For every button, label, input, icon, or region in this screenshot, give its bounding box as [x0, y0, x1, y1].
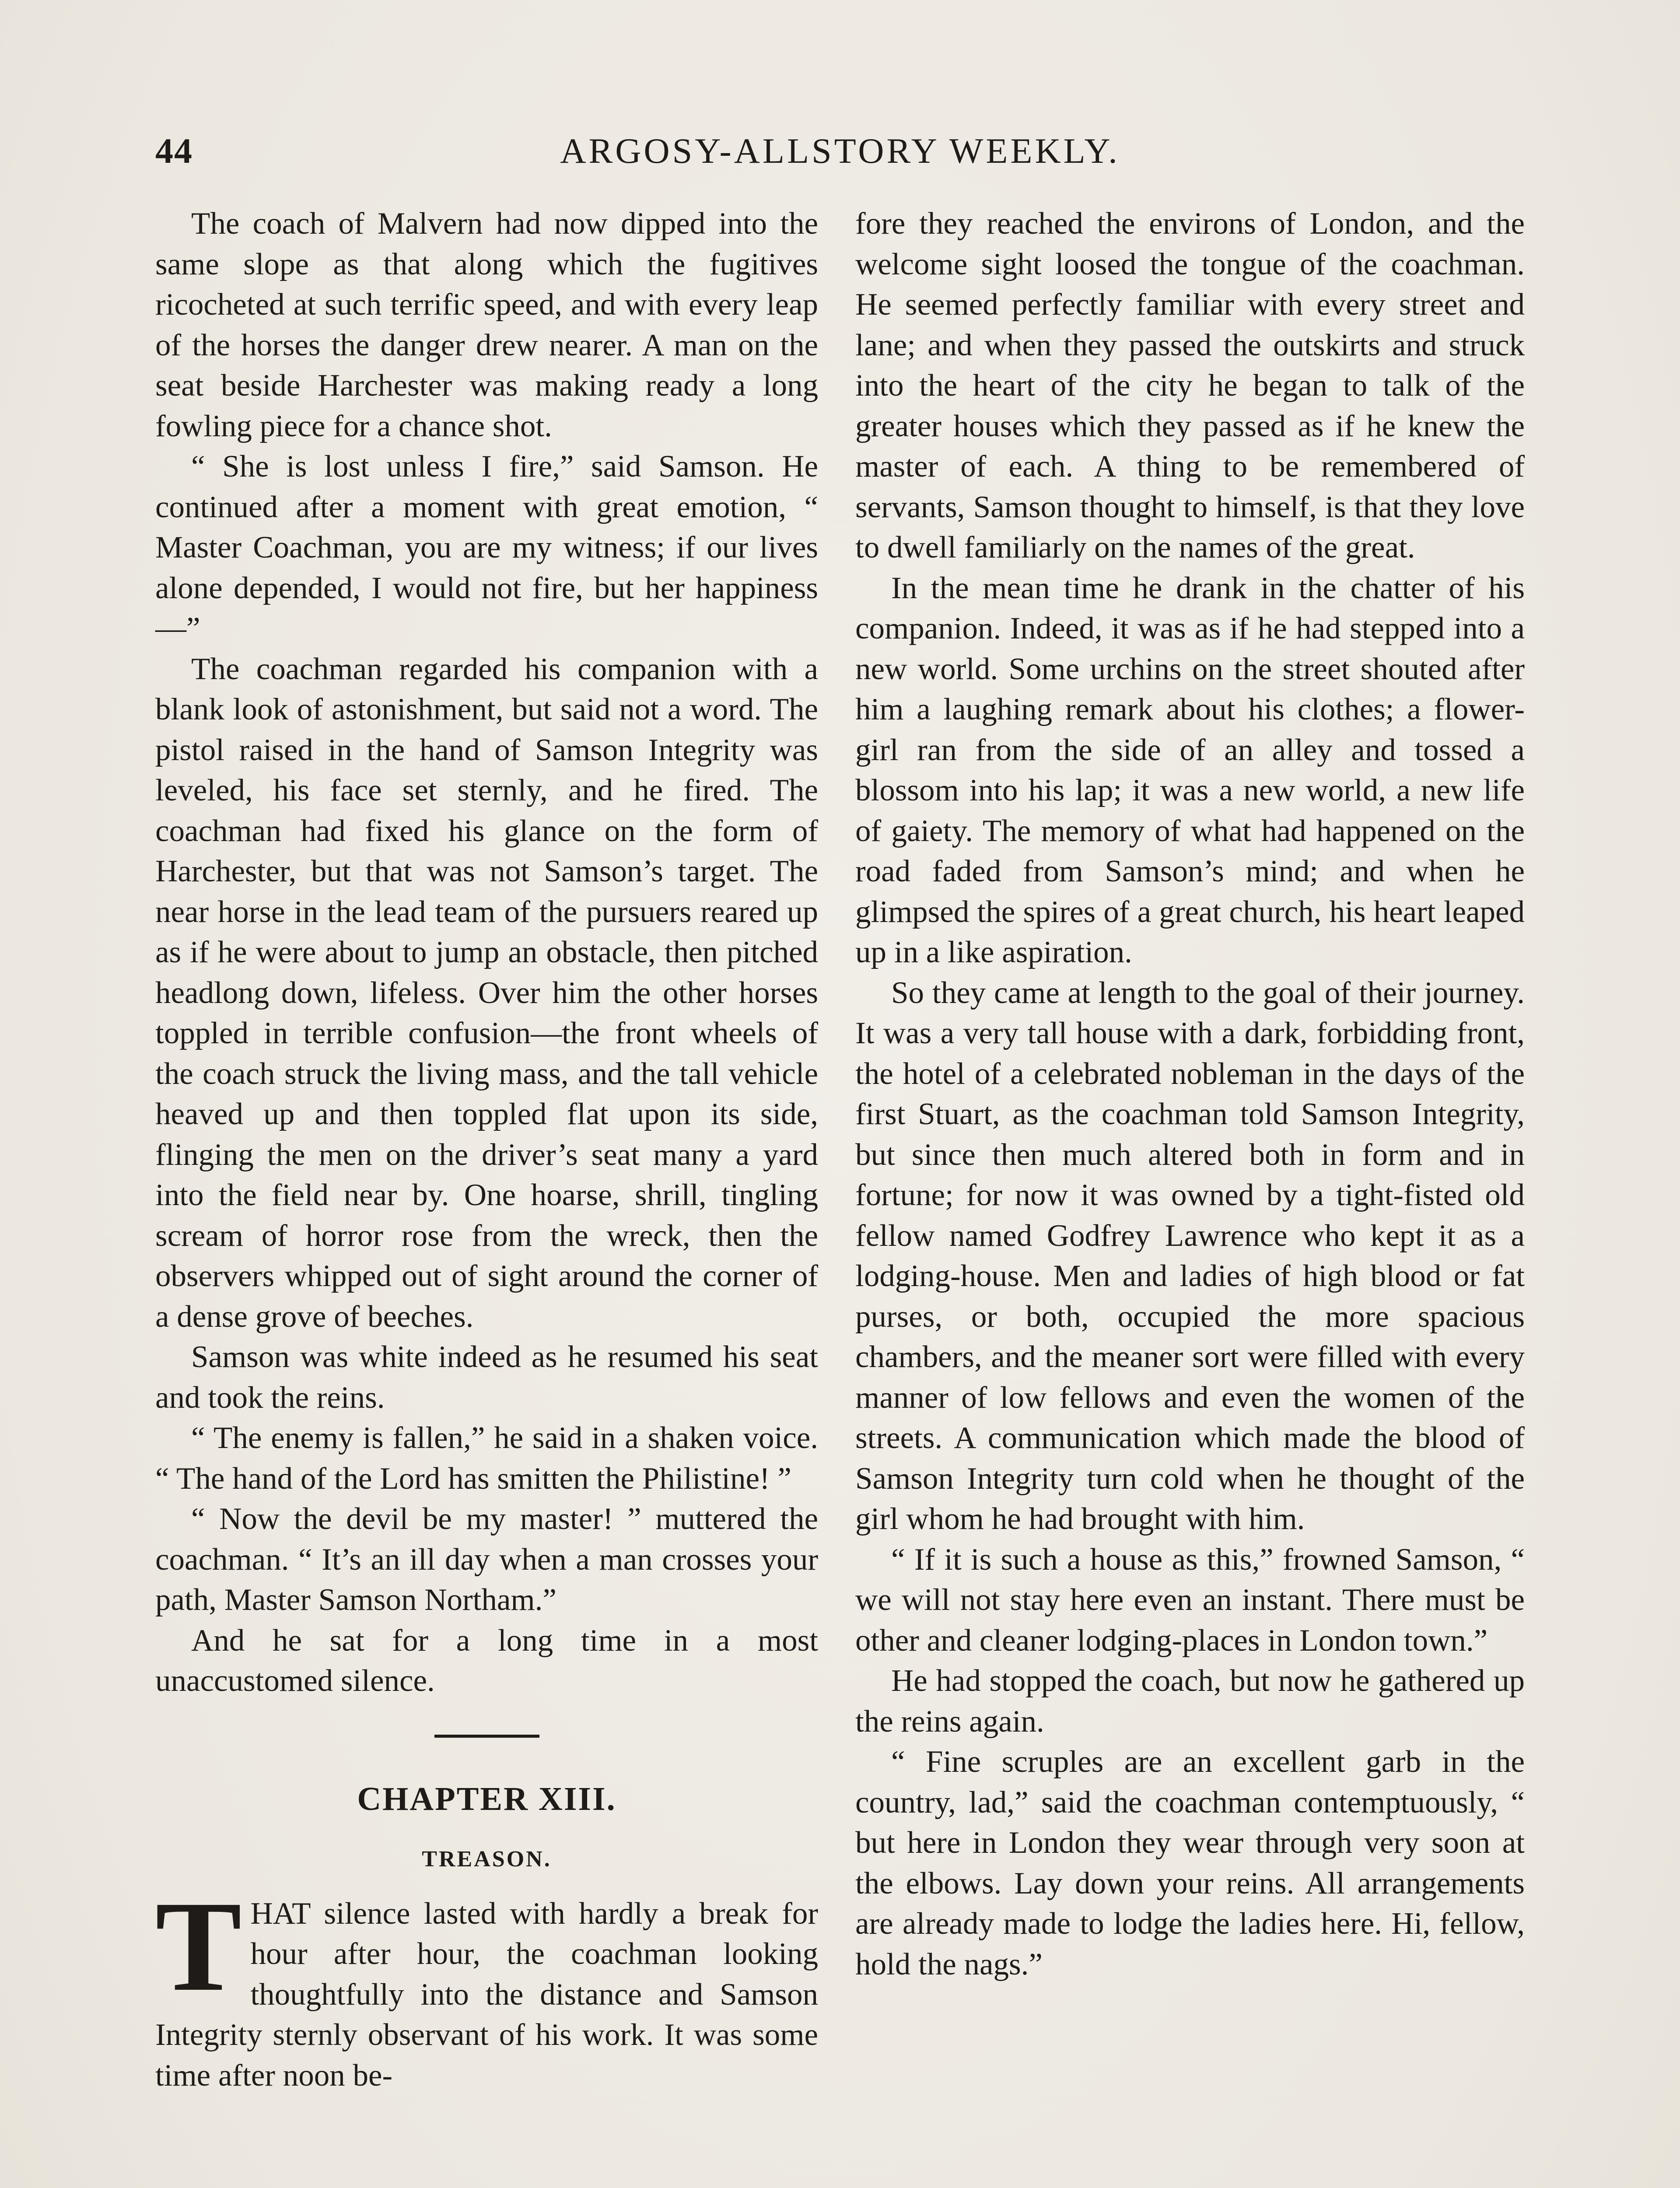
paragraph: The coachman regarded his companion with a blank look of astonishment, but said not a word. The pistol raised in the hand of Samson Integrity was leveled, his face set sternly, and he fired. The coachman had fixed his glance on the form of Harchester, but that was not Samson’s target. The near horse in the lead team of the pursuers reared up as if he were about to jump an obstacle, then pitched headlong down, lifeless. Over him the other horses toppled in terrible confusion—the front wheels of the coach struck the living mass, and the tall vehicle heaved up and then toppled flat upon its side, flinging the men on the driver’s seat many a yard into the field near by. One hoarse, shrill, tingling scream of horror rose from the wreck, then the observers whipped out of sight around the corner of a dense grove of beeches. [155, 652, 818, 1334]
right-column [855, 203, 1525, 1985]
drop-cap: T [155, 1874, 242, 2018]
paragraph: In the mean time he drank in the chatter of his companion. Indeed, it was as if he had stepped into a new world. Some urchins on the street shouted after him a laughing remark about his clothes; a flower-girl ran from the side of an alley and tossed a blossom into his lap; it was a new world, a new life of gaiety. The memory of what had happened on the road faded from Samson’s mind; and when he glimpsed the spires of a great church, his heart leaped up in a like aspiration. [855, 571, 1525, 969]
paragraph: The coach of Malvern had now dipped into the same slope as that along which the fugitives ricocheted at such terrific speed, and with every leap of the horses the danger drew nearer. A man on the seat beside Harchester was making ready a long fowling piece for a chance shot. [155, 207, 818, 443]
page-number: 44 [155, 131, 193, 171]
magazine-title: ARGOSY-ALLSTORY WEEKLY. [560, 131, 1120, 171]
chapter-heading: CHAPTER XIII. [357, 1780, 616, 1817]
paragraph-continuation: fore they reached the environs of London, and the welcome sight loosed the tongue of the coachman. He seemed perfectly familiar with every street and lane; and when they passed the outskirts and struck into the heart of the city he began to talk of the greater houses which they passed as if he knew the master of each. A thing to be remembered of servants, Samson thought to himself, is that they love to dwell familiarly on the names of the great. [855, 207, 1525, 565]
paragraph: “ She is lost unless I fire,” said Samson. He continued after a moment with great emotion, “ Master Coachman, you are my witness; if our lives alone depended, I would not fire, but her happiness—” [155, 449, 818, 645]
paragraph: “ Fine scruples are an excellent garb in the country, lad,” said the coachman contemptuously, “ but here in London they wear through very soon at the elbows. Lay down your reins. All arrangements are already made to lodge the ladies here. Hi, fellow, hold the nags.” [855, 1745, 1525, 1981]
chapter-opening-paragraph [155, 1874, 818, 2096]
paragraph: Samson was white indeed as he resumed his seat and took the reins. [155, 1340, 818, 1415]
paragraph: He had stopped the coach, but now he gathered up the reins again. [855, 1664, 1525, 1739]
chapter-subtitle: TREASON. [422, 1846, 552, 1872]
running-head [155, 127, 1525, 175]
left-column [155, 203, 818, 2096]
paragraph: So they came at length to the goal of their journey. It was a very tall house with a dark, forbidding front, the hotel of a celebrated nobleman in the days of the first Stuart, as the coachman told Samson Integrity, but since then much altered both in form and in fortune; for now it was owned by a tight-fisted old fellow named Godfrey Lawrence who kept it as a lodging-house. Men and ladies of high blood or fat purses, or both, occupied the more spacious chambers, and the meaner sort were filled with every manner of low fellows and even the women of the streets. A communication which made the blood of Samson Integrity turn cold when he thought of the girl whom he had brought with him. [855, 975, 1525, 1536]
section-divider [434, 1735, 539, 1738]
opening-text: HAT silence lasted with hardly a break for hour after hour, the coachman looking thoughtfully into the distance and Samson Integrity sternly observant of his work. It was some time after noon be- [155, 1896, 818, 2093]
paragraph: “ If it is such a house as this,” frowned Samson, “ we will not stay here even an instant. There must be other and cleaner lodging-places in London town.” [855, 1542, 1525, 1658]
paragraph: “ Now the devil be my master! ” muttered the coachman. “ It’s an ill day when a man crosses your path, Master Samson Northam.” [155, 1502, 818, 1617]
paragraph: “ The enemy is fallen,” he said in a shaken voice. “ The hand of the Lord has smitten the Philistine! ” [155, 1421, 818, 1496]
paragraph: And he sat for a long time in a most unaccustomed silence. [155, 1623, 818, 1698]
